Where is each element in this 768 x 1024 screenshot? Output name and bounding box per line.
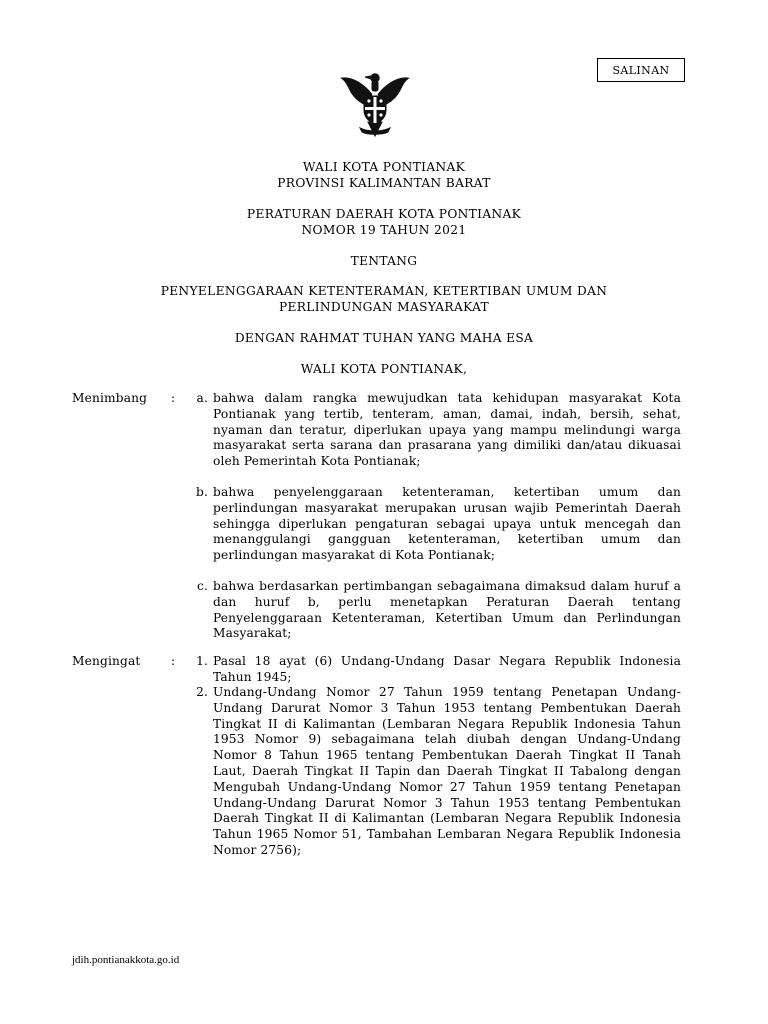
section-colon: : (171, 391, 176, 405)
copy-stamp: SALINAN (597, 58, 685, 82)
list-marker: a. (196, 391, 208, 405)
list-marker: 2. (196, 685, 208, 699)
list-marker: b. (196, 485, 208, 499)
grace-formula: DENGAN RAHMAT TUHAN YANG MAHA ESA (234, 331, 534, 345)
list-item-text: bahwa penyelenggaraan ketenteraman, ketertiban umum dan perlindungan masyarakat merupakan urusan wajib Pemerintah Daerah sehingga diperlukan pengaturan sebagai upaya untuk mencegah dan menanggulangi gangguan ketenteraman, ketertiban umum dan perlindungan masyarakat di Kota Pontianak; (213, 485, 681, 563)
regulation-number: NOMOR 19 TAHUN 2021 (301, 223, 467, 237)
subject-line-1: PENYELENGGARAAN KETENTERAMAN, KETERTIBAN UMUM DAN (160, 284, 608, 298)
list-item-text: Undang-Undang Nomor 27 Tahun 1959 tentang Penetapan Undang-Undang Darurat Nomor 3 Tahun 1953 tentang Pembentukan Daerah Tingkat II di Kalimantan (Lembaran Negara Republik Indonesia Tahun 1953 Nomor 9) sebagaimana telah diubah dengan Undang-Undang Nomor 8 Tahun 1965 tentang Pembentukan Daerah Tingkat II Tanah Laut, Daerah Tingkat II Tapin dan Daerah Tingkat II Tabalong dengan Mengubah Undang-Undang Nomor 27 Tahun 1959 tentang Penetapan Undang-Undang Darurat Nomor 3 Tahun 1953 tentang Pembentukan Daerah Tingkat II di Kalimantan (Lembaran Negara Republik Indonesia Tahun 1965 Nomor 51, Tambahan Lembaran Negara Republik Indonesia Nomor 2756); (213, 685, 681, 857)
list-marker: 1. (196, 654, 208, 668)
list-marker: c. (197, 579, 208, 593)
list-item-text: bahwa dalam rangka mewujudkan tata kehidupan masyarakat Kota Pontianak yang tertib, tenteram, aman, damai, indah, bersih, sehat, nyaman dan teratur, diperlukan upaya yang mampu melindungi warga masyarakat serta sarana dan prasarana yang dimiliki dan/atau dikuasai oleh Pemerintah Kota Pontianak; (213, 391, 681, 469)
section-label: Menimbang (72, 391, 148, 405)
section-colon: : (171, 654, 176, 668)
authority-line-2: PROVINSI KALIMANTAN BARAT (277, 176, 491, 190)
garuda-emblem-icon (338, 66, 412, 140)
footer-website-link[interactable]: jdih.pontianakkota.go.id (72, 954, 180, 966)
enacting-authority: WALI KOTA PONTIANAK, (300, 362, 468, 376)
list-item-text: Pasal 18 ayat (6) Undang-Undang Dasar Negara Republik Indonesia Tahun 1945; (213, 654, 681, 684)
about-heading: TENTANG (350, 254, 418, 268)
subject-line-2: PERLINDUNGAN MASYARAKAT (278, 300, 490, 314)
section-label: Mengingat (72, 654, 141, 668)
list-item-text: bahwa berdasarkan pertimbangan sebagaimana dimaksud dalam huruf a dan huruf b, perlu menetapkan Peraturan Daerah tentang Penyelenggaraan Ketenteraman, Ketertiban Umum dan Perlindungan Masyarakat; (213, 579, 681, 641)
authority-line-1: WALI KOTA PONTIANAK (302, 160, 466, 174)
regulation-title: PERATURAN DAERAH KOTA PONTIANAK (246, 207, 522, 221)
